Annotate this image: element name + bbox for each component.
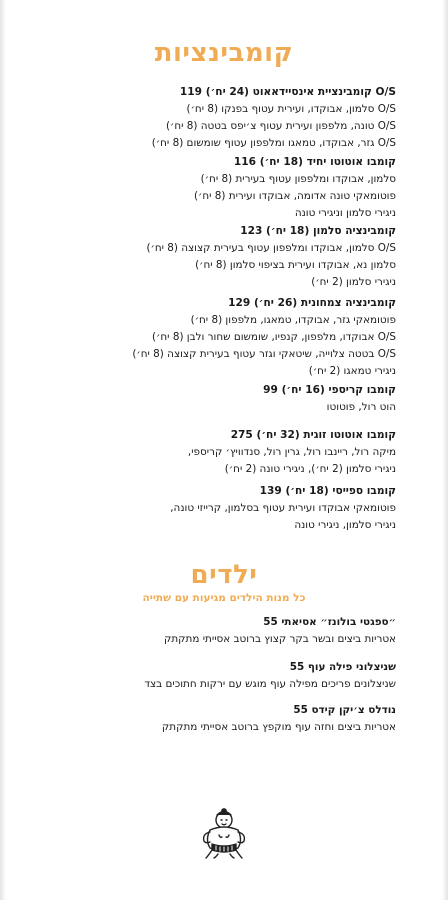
combo-price: 99 [263, 384, 278, 396]
combo-desc-line: ניגירי סלמון וניגירי טונה [294, 207, 396, 219]
kids-item [20, 659, 396, 693]
combo-item [20, 223, 396, 291]
combo-desc-line: O/S בטטה צלוייה, שיטאקי וגזר עטוף בעירית קצוצה (8 יח׳) [132, 348, 396, 360]
kids-subtitle: כל מנות הילדים מגיעות עם שתייה [142, 592, 306, 604]
combo-item [20, 84, 396, 152]
combo-desc-line: ניגירי סלמון, ניגירי טונה [294, 519, 396, 531]
page-edge-right [442, 0, 448, 900]
kids-section-title: ילדים [190, 560, 258, 590]
combo-name: O/S קומבינציית אינסיידאאוט (24 יח׳) [205, 86, 396, 98]
combo-name: קומבו אוטוטו יחיד (18 יח׳) [259, 156, 396, 168]
combo-price: 119 [179, 86, 203, 98]
combo-desc-line: ניגירי סלמון (2 יח׳) [311, 276, 396, 288]
combo-desc-line: פוטומאקי טונה אדומה, אבוקדו ועירית (8 יח׳) [193, 190, 396, 202]
sumo-wrestler-logo-icon [196, 808, 252, 860]
kids-item-name: נודלס צ׳יקן קידס [311, 704, 396, 716]
combo-price: 275 [230, 429, 253, 441]
kids-item [20, 702, 396, 736]
kids-item-desc: אטריות ביצים וחזה עוף מוקפץ ברוטב אסייתי מתקתק [161, 721, 396, 733]
kids-item [20, 614, 396, 648]
kids-item-price: 55 [293, 704, 308, 716]
combo-desc-line: הוט רול, פוטוטו [326, 401, 396, 413]
combo-desc-line: O/S אבוקדו, מלפפון, קנפיו, שומשום שחור ולבן (8 יח׳) [152, 331, 396, 343]
combo-price: 123 [240, 225, 263, 237]
kids-item-desc: שניצלונים פריכים מפילה עוף מוגש עם ירקות חתוכים בצד [144, 678, 396, 690]
combo-item [20, 295, 396, 380]
kids-item-desc: אטריות ביצים ובשר בקר קצוץ ברוטב אסייתי מתקתק [163, 633, 396, 645]
combo-desc-line: פוטומאקי גזר, אבוקדו, טמאגו, מלפפון (8 יח׳) [190, 314, 396, 326]
combo-desc-line: O/S סלמון, אבוקדו, ועירית עטוף בפנקו (8 יח׳) [186, 103, 396, 115]
page-edge-left [0, 0, 6, 900]
combo-item [20, 427, 396, 478]
combo-name: קומבו אוטוטו זוגית (32 יח׳) [256, 429, 396, 441]
combo-desc-line: סלמון נא, אבוקדו ועירית בציפוי סלמון (8 יח׳) [195, 259, 396, 271]
combo-desc-line: פוטומאקי אבוקדו ועירית עטוף בסלמון, קרייזי טונה, [170, 502, 396, 514]
kids-item-name: ״ספגטי בולונז״ אסיאתי [281, 616, 396, 628]
kids-item-price: 55 [263, 616, 278, 628]
combo-name: קומבינציה צמחונית (26 יח׳) [253, 297, 396, 309]
combo-name: קומבו ספייסי (18 יח׳) [285, 485, 396, 497]
combo-item [20, 483, 396, 534]
combo-desc-line: O/S סלמון, אבוקדו ומלפפון עטוף בעירית קצוצה (8 יח׳) [146, 242, 396, 254]
combo-price: 116 [233, 156, 257, 168]
combo-price: 139 [259, 485, 282, 497]
combo-desc-line: ניגירי טמאגו (2 יח׳) [308, 365, 396, 377]
combo-desc-line: O/S טונה, מלפפון ועירית עטוף צ׳יפס בטטה (8 יח׳) [165, 120, 396, 132]
combos-list [20, 84, 396, 531]
combo-desc-line: ניגירי סלמון (2 יח׳), ניגירי טונה (2 יח׳) [224, 463, 396, 475]
combo-desc-line: מיקה רול, ריינבו רול, גרין רול, סנדוויץ׳ קריספי, [187, 446, 396, 458]
combo-name: קומבו קריספי (16 יח׳) [281, 384, 396, 396]
kids-item-price: 55 [289, 661, 305, 673]
combo-name: קומבינציה סלמון (18 יח׳) [266, 225, 396, 237]
combo-desc-line: O/S גזר, אבוקדו, טמאגו ומלפפון עטוף שומשום (8 יח׳) [151, 137, 396, 149]
combo-item [20, 154, 396, 222]
combo-price: 129 [228, 297, 251, 309]
combos-section-title: קומבינציות [154, 38, 294, 68]
combo-desc-line: סלמון, אבוקדו ומלפפון עטוף בעירית (8 יח׳) [200, 173, 396, 185]
kids-item-name: שניצלוני פילה עוף [307, 661, 396, 673]
combo-item [20, 382, 396, 416]
